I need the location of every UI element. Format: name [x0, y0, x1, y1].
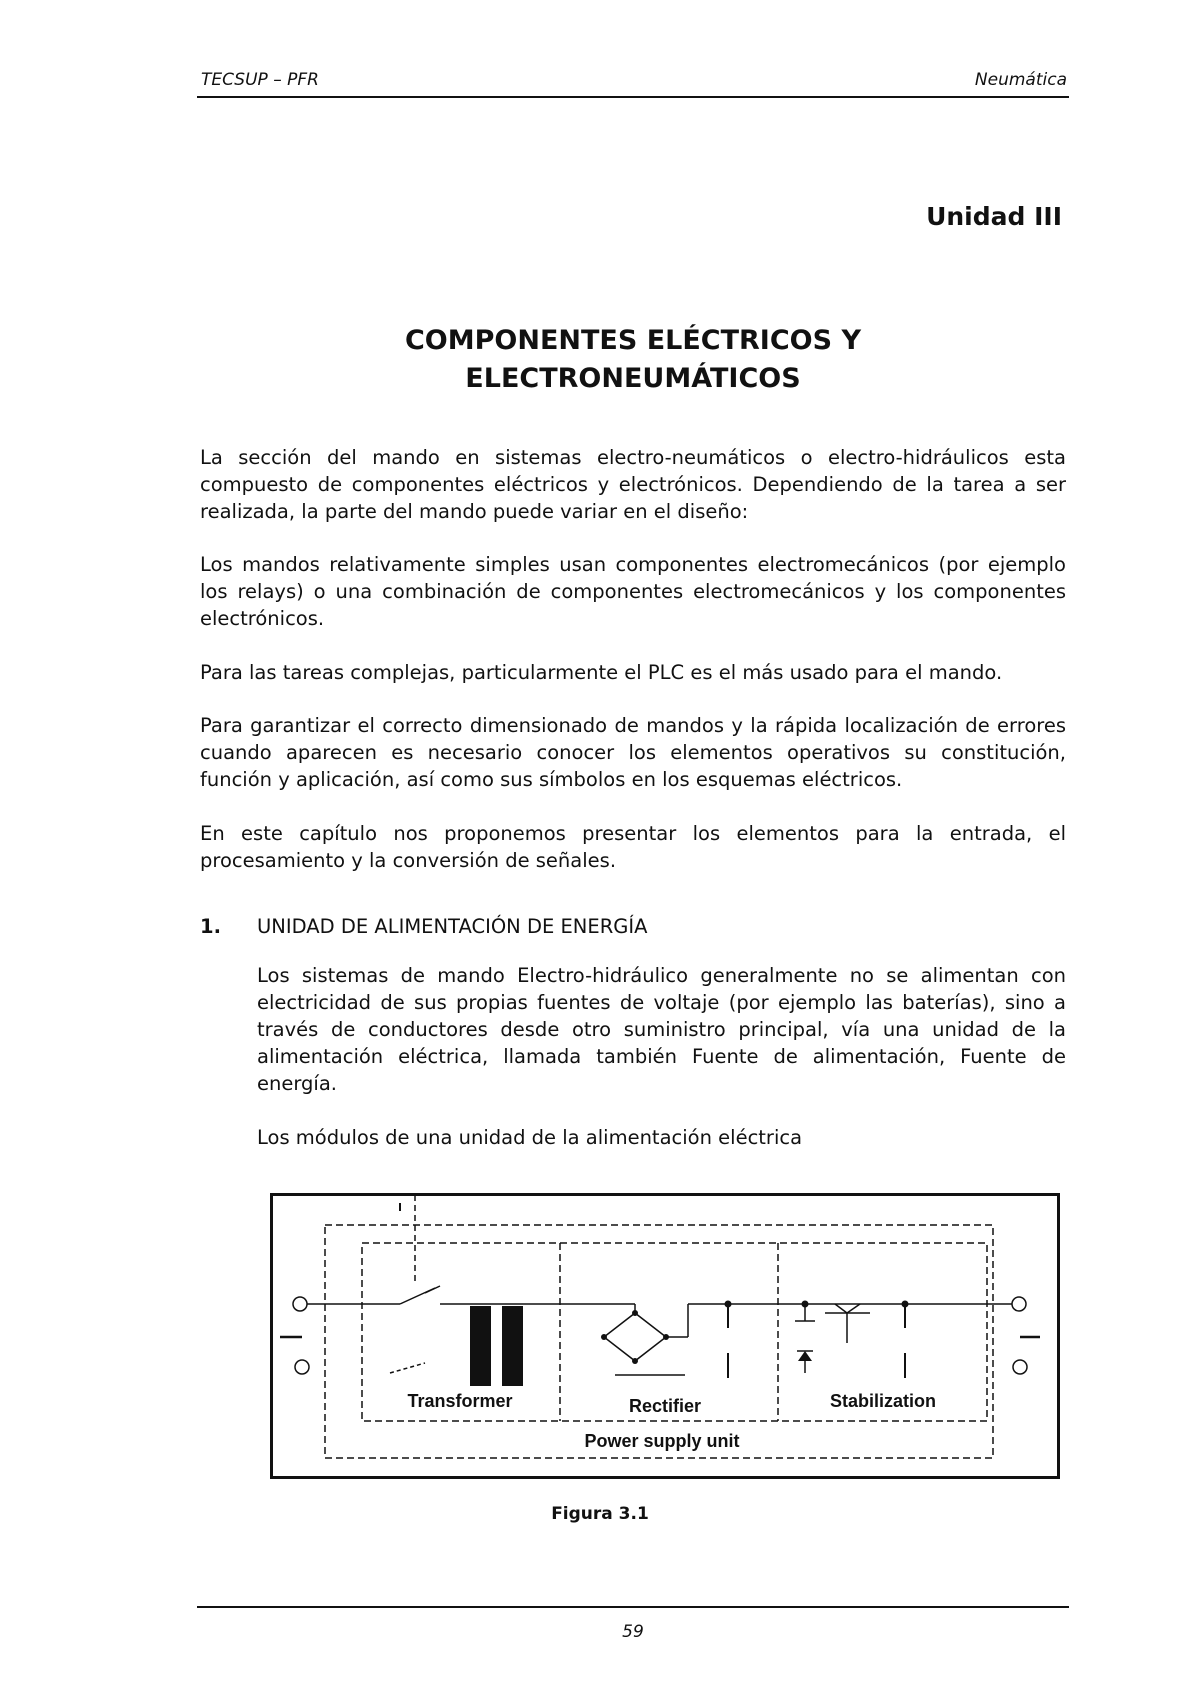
paragraph-2: Los mandos relativamente simples usan componentes electromecánicos (por ejemplo los relays) o una combinación de componentes electromecánicos y los componentes electrónicos. — [200, 553, 1066, 630]
stabilization-label: Stabilization — [829, 1391, 937, 1411]
rectifier-label: Rectifier — [628, 1396, 702, 1416]
switch-contact — [425, 1286, 440, 1293]
transistor-collector — [835, 1304, 847, 1313]
bridge-node-bottom — [632, 1358, 638, 1364]
power-supply-diagram — [270, 1193, 1060, 1479]
page-footer — [197, 1606, 1069, 1642]
rectifier-bridge — [604, 1313, 666, 1361]
output-terminal-top — [1012, 1297, 1026, 1311]
diagram-svg — [270, 1193, 1060, 1479]
input-terminal-bottom — [295, 1360, 309, 1374]
paragraph-5: En este capítulo nos proponemos presentar los elementos para la entrada, el procesamiento y la conversión de señales. — [200, 822, 1066, 872]
title-line-2: ELECTRONEUMÁTICOS — [465, 363, 801, 394]
paragraph-3: Para las tareas complejas, particularmente el PLC es el más usado para el mando. — [200, 661, 1003, 684]
modules-intro: Los módulos de una unidad de la alimentación eléctrica — [257, 1126, 803, 1149]
page-number: 59 — [622, 1622, 644, 1642]
page-header — [197, 68, 1069, 98]
transformer-core-right — [502, 1306, 523, 1386]
section-number: 1. — [200, 915, 221, 938]
section-body: Los sistemas de mando Electro-hidráulico generalmente no se alimentan con electricidad de sus propias fuentes de voltaje (por ejemplo las baterías), sino a través de conductores desde otro suministro principal, vía una unidad de la alimentación eléctrica, llamada también Fuente de alimentación, Fuente de energía. — [257, 964, 1066, 1095]
transformer-label: Transformer — [407, 1391, 513, 1411]
header-left: TECSUP – PFR — [201, 70, 319, 90]
transistor-emitter — [847, 1304, 860, 1313]
paragraph-1: La sección del mando en sistemas electro-neumáticos o electro-hidráulicos esta compuesto de componentes eléctricos y electrónicos. Dependiendo de la tarea a ser realizada, la parte del mando puede variar en el diseño: — [200, 446, 1066, 523]
output-terminal-bottom — [1013, 1360, 1027, 1374]
power-supply-label: Power supply unit — [584, 1431, 740, 1451]
zener-diode — [798, 1351, 812, 1361]
section-heading — [200, 915, 647, 938]
figure-caption: Figura 3.1 — [551, 1504, 649, 1524]
page-title — [197, 322, 1069, 398]
bridge-node-left — [601, 1334, 607, 1340]
input-terminal-top — [293, 1297, 307, 1311]
unit-label: Unidad III — [926, 202, 1062, 231]
section-title: UNIDAD DE ALIMENTACIÓN DE ENERGÍA — [257, 915, 648, 938]
transformer-core-left — [470, 1306, 491, 1386]
title-line-1: COMPONENTES ELÉCTRICOS Y — [404, 325, 862, 356]
paragraph-4: Para garantizar el correcto dimensionado de mandos y la rápida localización de errores cuando aparecen es necesario conocer los elementos operativos su constitución, función y aplicación, así como sus símbolos en los esquemas eléctricos. — [200, 714, 1066, 791]
header-right: Neumática — [974, 70, 1067, 90]
switch-lower-contact — [390, 1363, 425, 1373]
